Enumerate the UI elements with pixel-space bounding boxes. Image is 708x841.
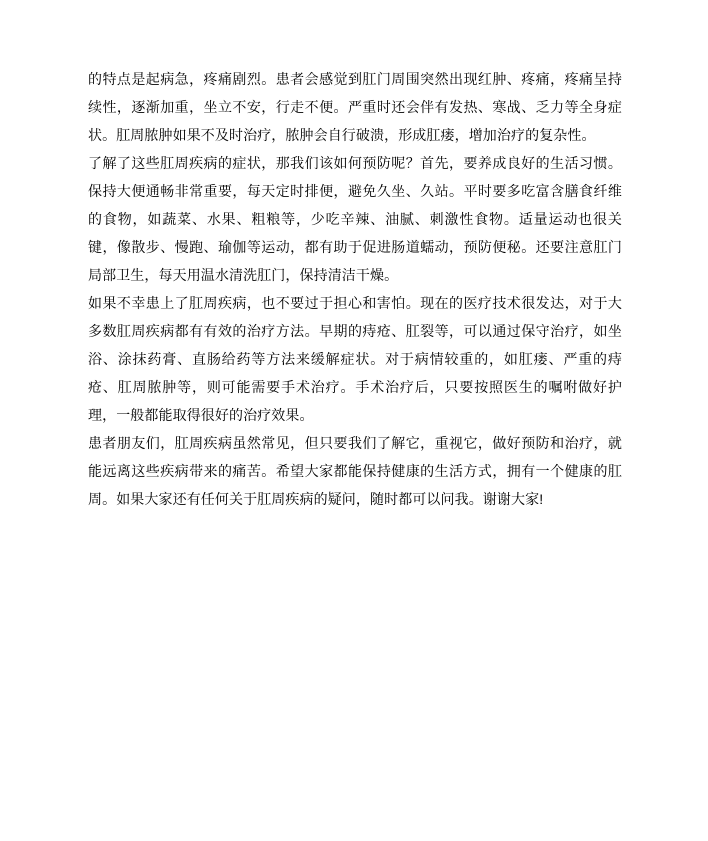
- document-text-block: [88, 65, 622, 513]
- paragraph-prevention: 了解了这些肛周疾病的症状，那我们该如何预防呢？首先，要养成良好的生活习惯。保持大便通畅非常重要，每天定时排便，避免久坐、久站。平时要多吃富含膳食纤维的食物，如蔬菜、水果、粗粮等，少吃辛辣、油腻、刺激性食物。适量运动也很关键，像散步、慢跑、瑜伽等运动，都有助于促进肠道蠕动，预防便秘。还要注意肛门局部卫生，每天用温水清洗肛门，保持清洁干燥。: [88, 155, 622, 283]
- paragraph-closing: 患者朋友们，肛周疾病虽然常见，但只要我们了解它，重视它，做好预防和治疗，就能远离这些疾病带来的痛苦。希望大家都能保持健康的生活方式，拥有一个健康的肛周。如果大家还有任何关于肛周疾病的疑问，随时都可以问我。谢谢大家!: [88, 435, 622, 507]
- paragraph-symptoms: 的特点是起病急，疼痛剧烈。患者会感觉到肛门周围突然出现红肿、疼痛，疼痛呈持续性，逐渐加重，坐立不安，行走不便。严重时还会伴有发热、寒战、乏力等全身症状。肛周脓肿如果不及时治疗，脓肿会自行破溃，形成肛瘘，增加治疗的复杂性。: [88, 71, 622, 143]
- paragraph-treatment: 如果不幸患上了肛周疾病，也不要过于担心和害怕。现在的医疗技术很发达，对于大多数肛周疾病都有有效的治疗方法。早期的痔疮、肛裂等，可以通过保守治疗，如坐浴、涂抹药膏、直肠给药等方法来缓解症状。对于病情较重的，如肛瘘、严重的痔疮、肛周脓肿等，则可能需要手术治疗。手术治疗后，只要按照医生的嘱咐做好护理，一般都能取得很好的治疗效果。: [88, 295, 622, 423]
